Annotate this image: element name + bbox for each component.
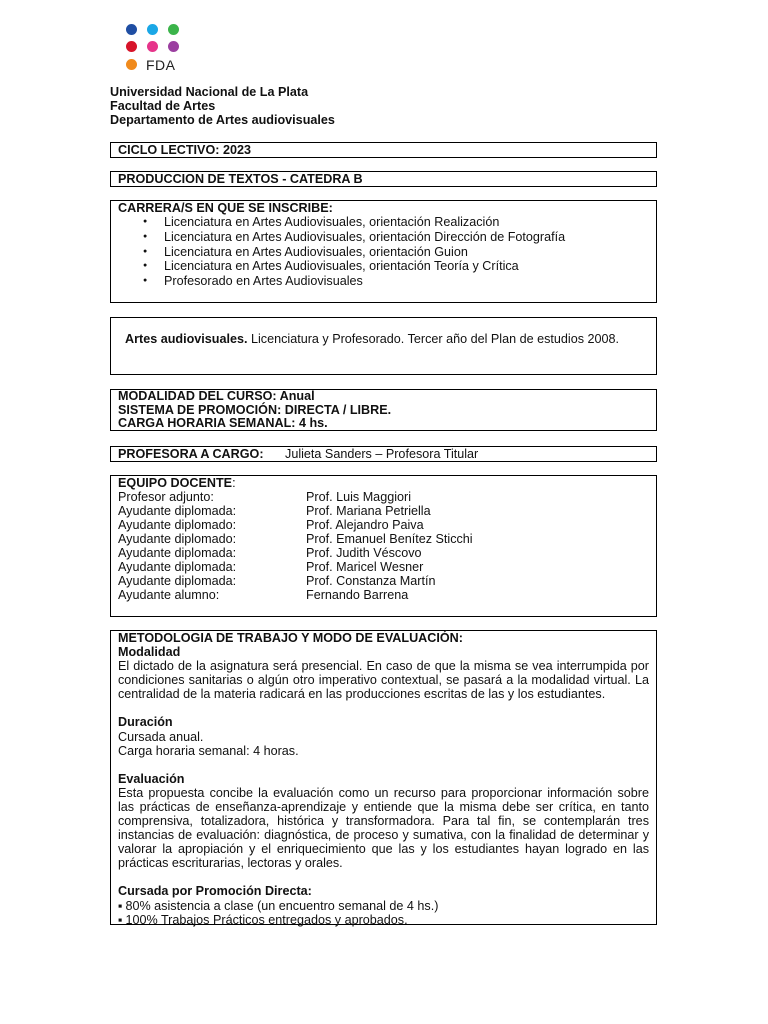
plan-text: Licenciatura y Profesorado. Tercer año del Plan de estudios 2008. — [247, 332, 620, 346]
sistema-promocion: SISTEMA DE PROMOCIÓN: DIRECTA / LIBRE. — [118, 402, 392, 417]
university-name: Universidad Nacional de La Plata — [110, 85, 309, 99]
evaluacion-text: Esta propuesta concibe la evaluación como un recurso para proporcionar información sobre las prácticas de enseñanza-aprendizaje y entiende que la misma debe ser crítica, en tanto comprensiva, totalizadora, histórica y transformadora. Para tal fin, se contemplarán tres instancias de evaluación: diagnóstica, de proceso y sumativa, con la finalidad de determinar y valorar la apropiación y el enriquecimiento que las y los estudiantes hayan logrado en las prácticas escriturarias, lectoras y orales. — [118, 785, 649, 871]
promocion-title: Cursada por Promoción Directa: — [118, 884, 312, 899]
table-row — [118, 574, 649, 588]
member-role: Ayudante diplomada: — [118, 560, 237, 574]
plan-bold: Artes audiovisuales. — [125, 332, 248, 346]
list-item: ● Licenciatura en Artes Audiovisuales, orientación Guion — [164, 245, 649, 260]
member-role: Ayudante alumno: — [118, 588, 220, 602]
member-role: Profesor adjunto: — [118, 490, 214, 504]
logo-dot-icon — [126, 41, 137, 52]
list-item: ▪ 80% asistencia a clase (un encuentro semanal de 4 hs.) — [118, 899, 649, 913]
course-box — [110, 171, 657, 187]
ciclo-lectivo: CICLO LECTIVO: 2023 — [118, 143, 251, 157]
department-name: Departamento de Artes audiovisuales — [110, 112, 335, 127]
list-item: ● Licenciatura en Artes Audiovisuales, orientación Dirección de Fotografía — [164, 230, 649, 245]
metodologia-box — [110, 630, 657, 925]
equipo-box — [110, 475, 657, 617]
member-name: Prof. Luis Maggiori — [306, 490, 411, 504]
logo-dot-icon — [126, 24, 137, 35]
member-name: Prof. Emanuel Benítez Sticchi — [306, 532, 473, 546]
modalidad-curso: MODALIDAD DEL CURSO: Anual — [118, 389, 315, 403]
list-item: ● Licenciatura en Artes Audiovisuales, orientación Realización — [164, 215, 649, 230]
logo-dot-icon — [168, 24, 179, 35]
member-name: Prof. Alejandro Paiva — [306, 518, 424, 532]
careers-heading: CARRERA/S EN QUE SE INSCRIBE: — [118, 201, 333, 215]
table-row — [118, 504, 649, 518]
table-row — [118, 532, 649, 546]
profesora-label: PROFESORA A CARGO: — [118, 447, 264, 461]
member-name: Prof. Judith Véscovo — [306, 546, 422, 560]
list-item: ● Profesorado en Artes Audiovisuales — [164, 274, 649, 289]
table-row — [118, 560, 649, 574]
list-item: ● Licenciatura en Artes Audiovisuales, orientación Teoría y Crítica — [164, 259, 649, 274]
evaluacion-title: Evaluación — [118, 771, 185, 786]
modalidad-text: El dictado de la asignatura será presencial. En caso de que la misma se vea interrumpida por condiciones sanitarias o algún otro imperativo contextual, se pasará a la modalidad virtual. La centralidad de la materia radicará en las producciones escritas de las y los estudiantes. — [118, 659, 649, 702]
logo-text: FDA — [146, 57, 176, 73]
member-name: Prof. Constanza Martín — [306, 574, 436, 588]
member-name: Prof. Maricel Wesner — [306, 560, 424, 574]
logo-dot-icon — [168, 41, 179, 52]
modalidad-box — [110, 389, 657, 431]
carga-horaria: CARGA HORARIA SEMANAL: 4 hs. — [118, 416, 328, 431]
faculty-name: Facultad de Artes — [110, 98, 216, 113]
careers-box — [110, 200, 657, 303]
member-role: Ayudante diplomada: — [118, 504, 237, 518]
modalidad-title: Modalidad — [118, 645, 181, 660]
ciclo-box — [110, 142, 657, 158]
equipo-heading: EQUIPO DOCENTE — [118, 476, 233, 490]
equipo-colon: : — [232, 476, 236, 490]
member-name: Prof. Mariana Petriella — [306, 504, 431, 518]
duracion-title: Duración — [118, 715, 173, 730]
duracion-line: Carga horaria semanal: 4 horas. — [118, 743, 299, 758]
institution-header — [110, 86, 335, 127]
table-row — [118, 518, 649, 532]
course-title: PRODUCCION DE TEXTOS - CATEDRA B — [118, 172, 363, 186]
member-role: Ayudante diplomado: — [118, 518, 237, 532]
member-name: Fernando Barrena — [306, 588, 409, 602]
profesora-value: Julieta Sanders – Profesora Titular — [285, 447, 479, 461]
logo-dot-icon — [147, 41, 158, 52]
careers-list — [118, 215, 649, 289]
profesora-box — [110, 446, 657, 462]
metodologia-heading: METODOLOGIA DE TRABAJO Y MODO DE EVALUACIÓN: — [118, 631, 463, 645]
table-row — [118, 490, 649, 504]
member-role: Ayudante diplomada: — [118, 574, 237, 588]
logo-dot-icon — [126, 59, 137, 70]
table-row — [118, 546, 649, 560]
member-role: Ayudante diplomada: — [118, 546, 237, 560]
duracion-line: Cursada anual. — [118, 729, 204, 744]
plan-box — [110, 317, 657, 375]
member-role: Ayudante diplomado: — [118, 532, 237, 546]
logo-dot-icon — [147, 24, 158, 35]
list-item: ▪ 100% Trabajos Prácticos entregados y aprobados. — [118, 913, 649, 927]
table-row — [118, 588, 649, 602]
